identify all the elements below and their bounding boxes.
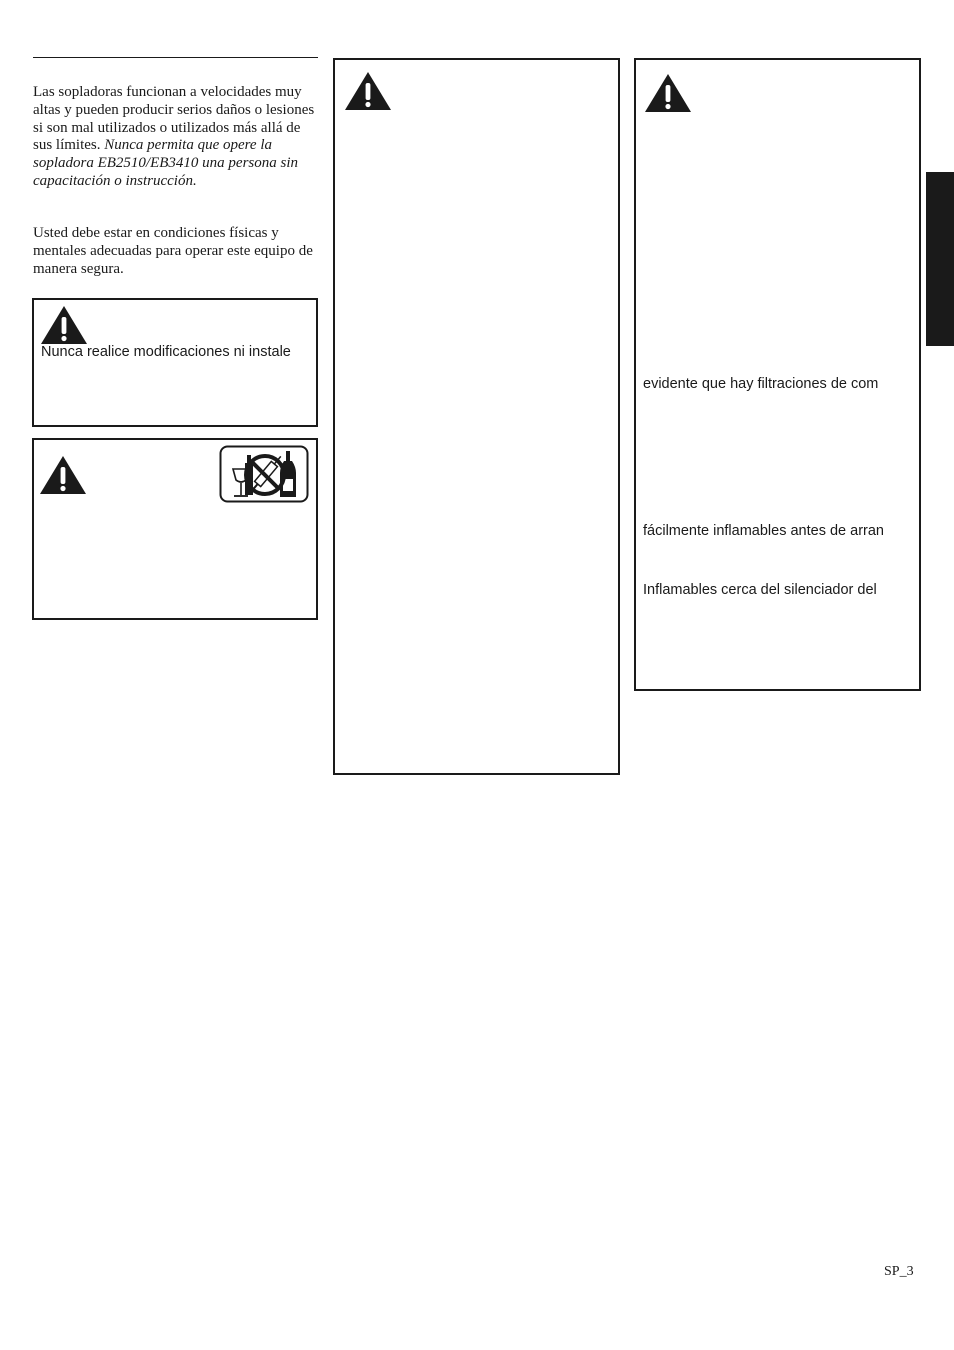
flammable-start-text: fácilmente inflamables antes de arran bbox=[643, 523, 884, 539]
section-rule bbox=[33, 57, 318, 58]
page-number: SP_3 bbox=[884, 1264, 914, 1279]
section-tab bbox=[926, 172, 954, 346]
modifications-warning-box bbox=[32, 298, 318, 427]
intro-paragraph bbox=[33, 84, 318, 191]
no-alcohol-drugs-icon bbox=[219, 445, 309, 503]
middle-warning-box bbox=[333, 58, 620, 775]
intro-italic-text: Nunca permita que opere la sopladora EB2510/EB3410 una persona sin capacitación o instrucción. bbox=[33, 137, 298, 189]
right-warning-box bbox=[634, 58, 921, 691]
fuel-leak-text: evidente que hay filtraciones de com bbox=[643, 376, 879, 392]
muffler-text: Inflamables cerca del silenciador del bbox=[643, 582, 877, 598]
modifications-text: Nunca realice modificaciones ni instale bbox=[41, 344, 291, 360]
warning-triangle-icon bbox=[39, 304, 89, 346]
warning-triangle-icon bbox=[643, 72, 693, 114]
warning-triangle-icon bbox=[38, 454, 88, 496]
fitness-paragraph: Usted debe estar en condiciones físicas y mentales adecuadas para operar este equipo de manera segura. bbox=[33, 225, 313, 277]
intro-text: Las sopladoras funcionan a velocidades muy altas y pueden producir serios daños o lesiones si son mal utilizados o utilizados más allá de sus límites. bbox=[33, 84, 315, 154]
warning-triangle-icon bbox=[343, 70, 393, 112]
